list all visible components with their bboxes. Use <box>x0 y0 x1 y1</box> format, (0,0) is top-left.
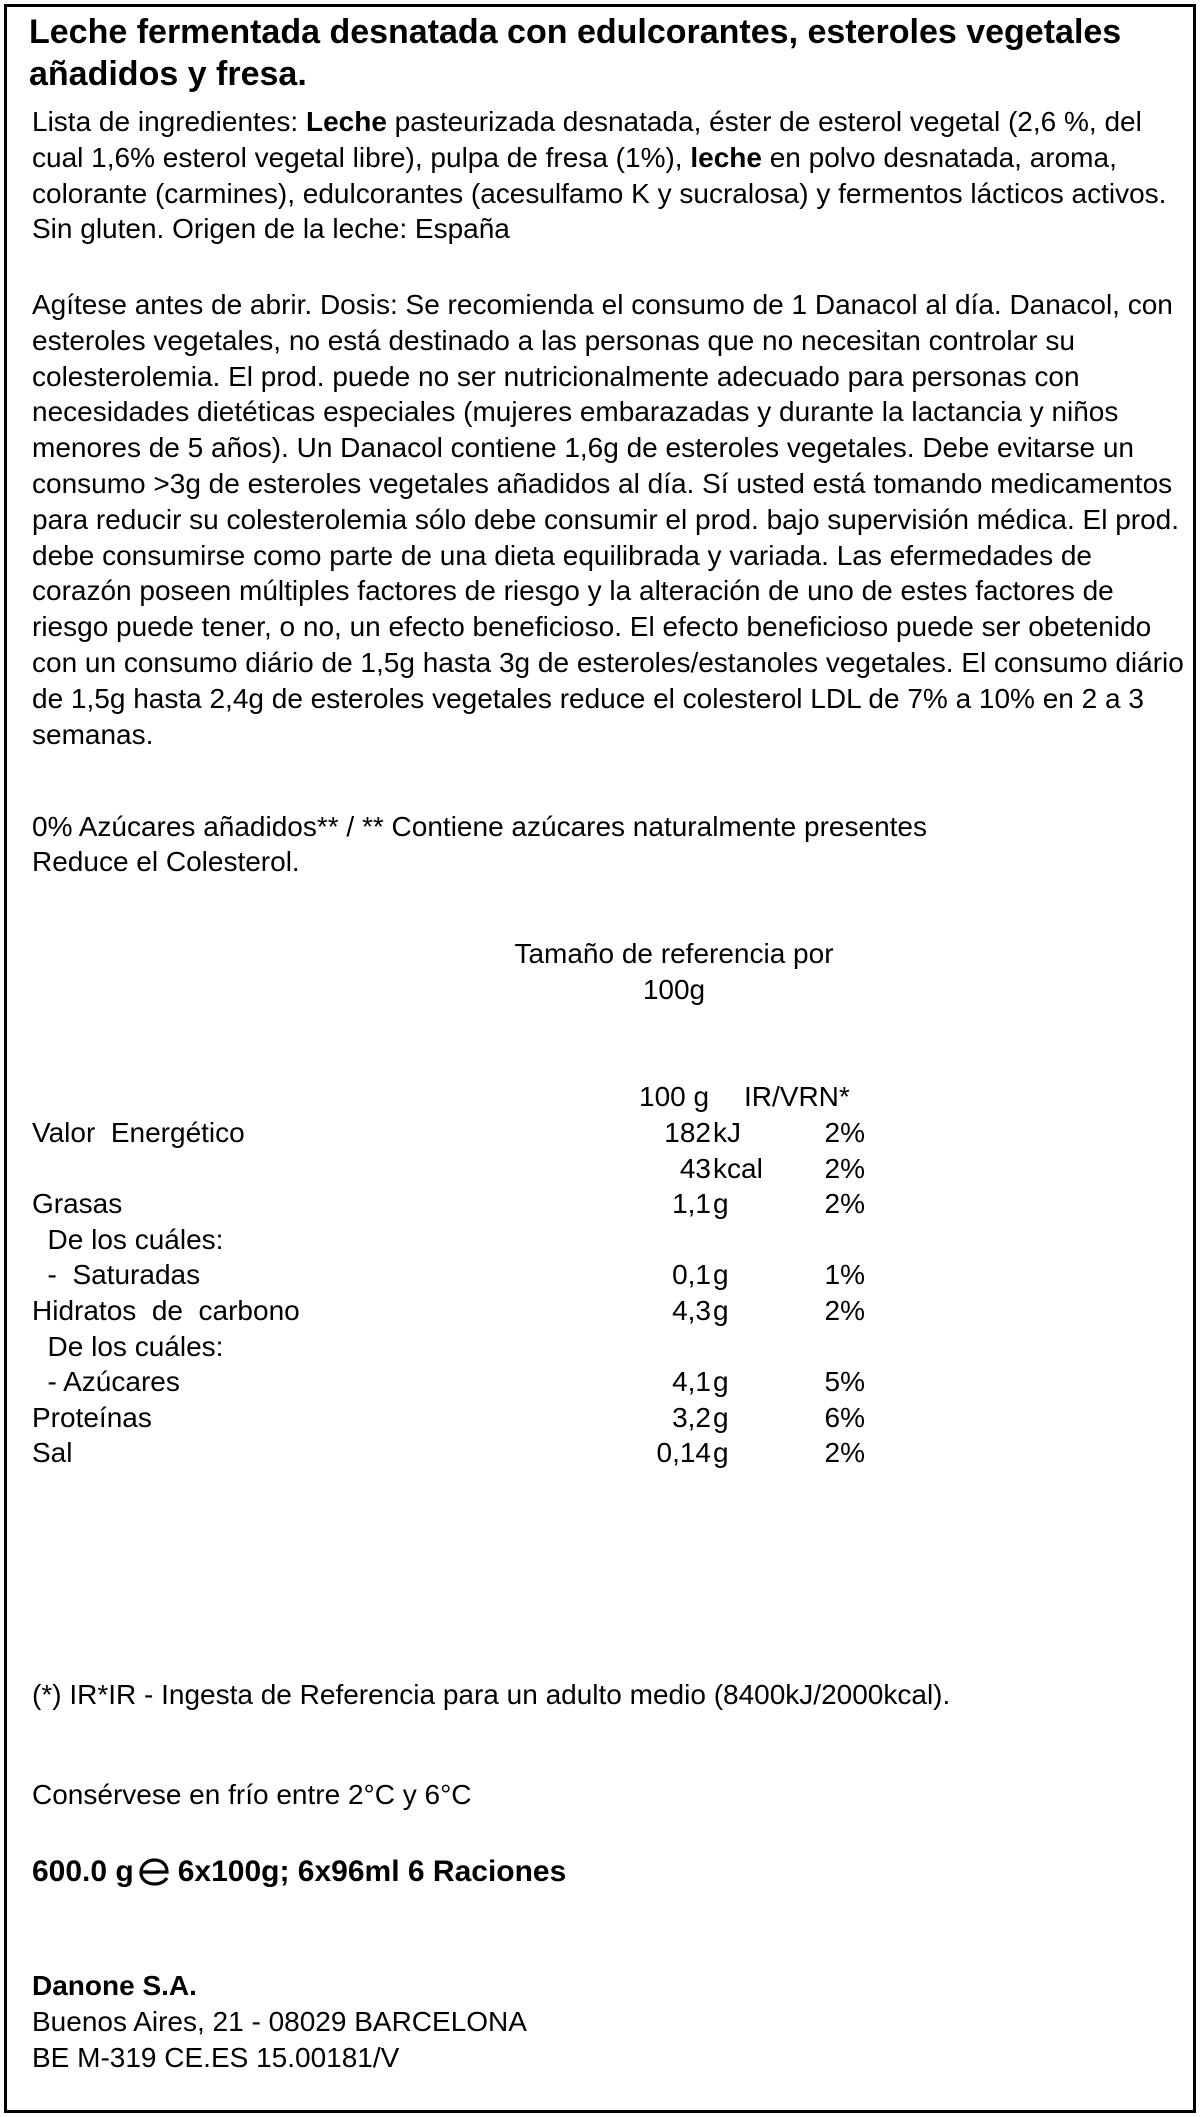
col-ir-header: IR/VRN* <box>744 1081 850 1112</box>
reference-size-line2: 100g <box>642 974 706 1005</box>
nutrient-ir-percent: 2% <box>824 1437 865 1469</box>
nutrient-amount: 4,3 <box>672 1295 711 1326</box>
nutrient-label: Grasas <box>32 1188 123 1220</box>
nutrition-row <box>7 1222 1197 1258</box>
col-amount-header: 100 g <box>639 1081 710 1112</box>
nutrient-amount: 4,1 <box>672 1366 711 1398</box>
ingredient-text-2: en polvo desnatada, aroma, colorante (carmines), edulcorantes (acesulfamo K y sucralosa) y fermentos lácticos activos. Sin gluten. Origen de la leche: España <box>32 141 1167 245</box>
net-quantity <box>32 1852 566 1892</box>
nutrient-unit: g <box>713 1401 729 1433</box>
nutrient-ir-percent: 2% <box>824 1295 865 1326</box>
storage-instructions: Consérvese en frío entre 2°C y 6°C <box>32 1779 472 1810</box>
ingredients-label: Lista de ingredientes: <box>32 106 306 137</box>
nutrient-unit: kcal <box>713 1152 763 1184</box>
nutrition-row <box>7 1435 1197 1471</box>
nutrition-row <box>7 1151 1197 1187</box>
nutrient-label: Sal <box>32 1437 73 1469</box>
nutrient-unit: g <box>713 1295 729 1326</box>
nutrient-label: Hidratos de carbono <box>32 1295 300 1326</box>
usage-warnings: Agítese antes de abrir. Dosis: Se recomienda el consumo de 1 Danacol al día. Danacol, con esteroles vegetales, no está destinado a las personas que no necesitan controlar su colesterolemia. El prod. puede no ser nutricionalmente adecuado para personas con necesidades dietéticas especiales (mujeres embarazadas y durante la lactancia y niños menores de 5 años). Un Danacol contiene 1,6g de esteroles vegetales. Debe evitarse un consumo >3g de esteroles vegetales añadidos al día. Sí usted está tomando medicamentos para reducir su colesterolemia sólo debe consumir el prod. bajo supervisión médica. El prod. debe consumirse como parte de una dieta equilibrada y variada. Las efermedades de corazón poseen múltiples factores de riesgo y la alteración de uno de estes factores de riesgo puede tener, o no, un efecto beneficioso. El efecto beneficioso puede ser obetenido con un consumo diário de 1,5g hasta 3g de esteroles/estanoles vegetales. El consumo diário de 1,5g hasta 2,4g de esteroles vegetales reduce el colesterol LDL de 7% a 10% en 2 a 3 semanas. <box>32 289 1184 750</box>
company-address: Buenos Aires, 21 - 08029 BARCELONA <box>32 2006 527 2037</box>
nutrient-ir-percent: 2% <box>824 1117 865 1148</box>
nutrition-row <box>7 1293 1197 1329</box>
estimated-e-mark-icon <box>138 1857 172 1887</box>
label-frame <box>4 4 1196 2113</box>
nutrient-unit: g <box>713 1188 729 1220</box>
nutrient-ir-percent: 2% <box>824 1152 865 1184</box>
cholesterol-claim: Reduce el Colesterol. <box>32 846 300 877</box>
ir-footnote: (*) IR*IR - Ingesta de Referencia para un adulto medio (8400kJ/2000kcal). <box>32 1679 951 1710</box>
nutrition-row <box>7 1186 1197 1222</box>
nutrition-row <box>7 1400 1197 1436</box>
sugar-claim: 0% Azúcares añadidos** / ** Contiene azúcares naturalmente presentes <box>32 811 927 842</box>
pack-detail: 6x100g; 6x96ml 6 Raciones <box>177 1855 567 1888</box>
nutrient-amount: 0,1 <box>672 1259 711 1291</box>
nutrient-amount: 43 <box>679 1152 711 1184</box>
nutrient-unit: g <box>713 1259 729 1291</box>
nutrient-unit: g <box>713 1437 729 1469</box>
ingredients-list <box>32 104 1192 247</box>
nutrient-label: Valor Energético <box>32 1117 245 1148</box>
nutrient-label: De los cuáles: <box>32 1330 224 1362</box>
product-title: Leche fermentada desnatada con edulcorantes, esteroles vegetales añadidos y fresa. <box>29 13 1122 93</box>
nutrient-ir-percent: 1% <box>824 1259 865 1291</box>
nutrient-label: De los cuáles: <box>32 1223 224 1255</box>
ingredient-milk-powder: leche <box>690 141 762 173</box>
ingredient-text-1: pasteurizada desnatada, éster de esterol vegetal (2,6 %, del cual 1,6% esterol vegetal libre), pulpa de fresa (1%), <box>32 106 1142 173</box>
nutrient-label: - Azúcares <box>32 1366 180 1398</box>
company-name: Danone S.A. <box>32 1970 197 2001</box>
nutrient-ir-percent: 6% <box>824 1401 865 1433</box>
nutrient-unit: g <box>713 1366 729 1398</box>
nutrition-row <box>7 1364 1197 1400</box>
nutrient-amount: 0,14 <box>656 1437 711 1469</box>
reference-size-line1: Tamaño de referencia por <box>514 938 834 969</box>
nutrient-label: - Saturadas <box>32 1259 201 1291</box>
nutrient-label: Proteínas <box>32 1401 152 1433</box>
nutrition-row <box>7 1257 1197 1293</box>
nutrition-row <box>7 1329 1197 1365</box>
nutrition-row <box>7 1115 1197 1151</box>
company-registry: BE M-319 CE.ES 15.00181/V <box>32 2042 400 2073</box>
nutrient-unit: kJ <box>713 1117 741 1148</box>
ingredient-milk: Leche <box>305 106 387 137</box>
nutrient-ir-percent: 2% <box>824 1188 865 1220</box>
nutrient-amount: 1,1 <box>672 1188 711 1220</box>
nutrient-amount: 182 <box>664 1117 711 1148</box>
nutrient-ir-percent: 5% <box>824 1366 865 1398</box>
nutrient-amount: 3,2 <box>672 1401 711 1433</box>
nutrition-header <box>7 1079 1197 1115</box>
net-weight: 600.0 g <box>32 1855 134 1888</box>
